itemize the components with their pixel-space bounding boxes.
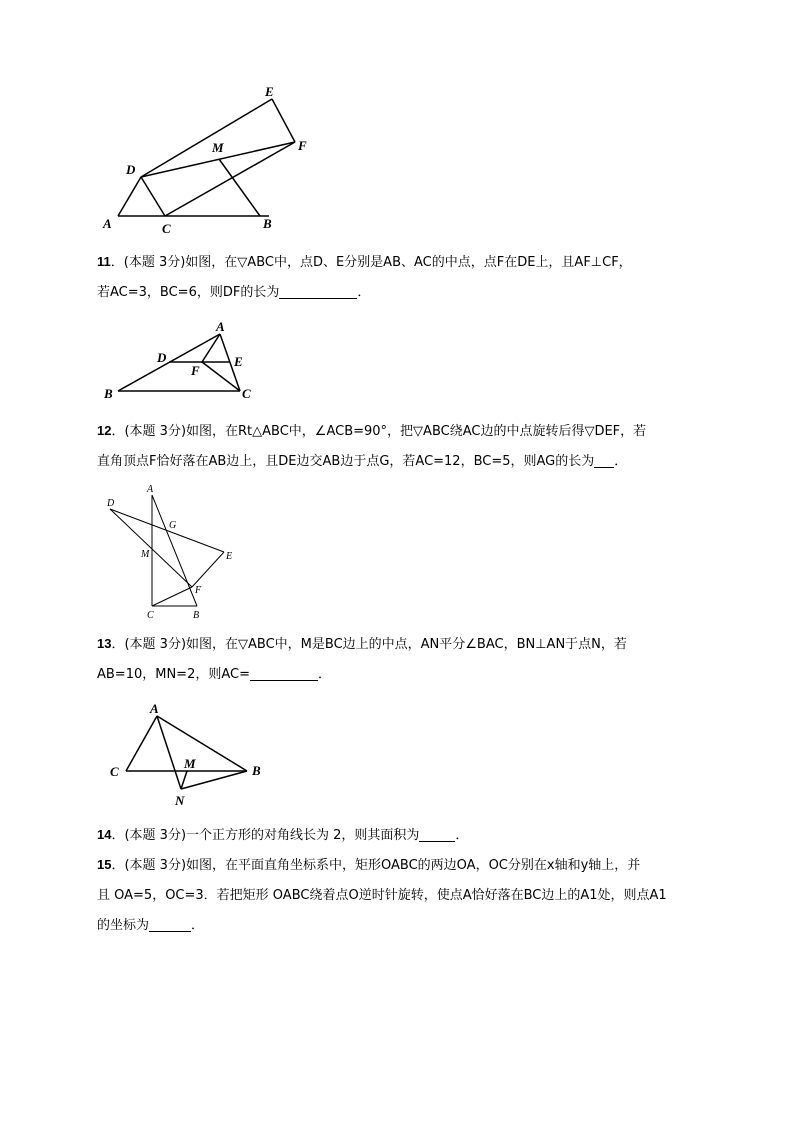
segment-ac — [126, 716, 157, 771]
label-c: C — [110, 764, 119, 779]
segment-dc — [141, 177, 165, 216]
label-d: D — [107, 498, 115, 509]
period: ． — [318, 667, 332, 682]
figure-12-svg — [100, 482, 250, 622]
label-c: C — [242, 386, 251, 401]
label-a: A — [103, 216, 112, 231]
question-text: 的坐标为 — [97, 918, 150, 933]
question-12-line-2 — [97, 447, 697, 477]
segment-an — [157, 716, 181, 789]
question-text: ．(本题 3分)如图，在平面直角坐标系中，矩形OABC的两边OA，OC分别在x轴和y轴上，并 — [111, 858, 641, 873]
figure-triangle-abc-midline — [100, 318, 260, 403]
segment-cf — [165, 142, 295, 216]
question-text: 且 OA=5，OC=3．若把矩形 OABC绕着点O逆时针旋转，使点A恰好落在BC边上的A1处，则点A1 — [97, 888, 667, 903]
question-15-line-3 — [97, 911, 697, 941]
question-number: 15 — [97, 857, 112, 872]
question-14 — [97, 820, 697, 851]
label-b: B — [252, 763, 261, 778]
question-number: 11 — [97, 254, 111, 269]
question-13-line-2 — [97, 660, 697, 690]
label-e: E — [265, 84, 274, 99]
segment-ab — [157, 716, 247, 771]
label-f: F — [195, 585, 202, 596]
question-text: AB=10，MN=2，则AC= — [97, 667, 250, 682]
segment-ab — [152, 495, 197, 606]
question-11 — [97, 247, 697, 308]
question-text: ．(本题 3分)一个正方形的对角线长为 2，则其面积为 — [111, 828, 420, 843]
label-n: N — [175, 793, 185, 808]
answer-blank — [279, 284, 357, 299]
question-12 — [97, 416, 697, 477]
question-text: ．(本题 3分)如图，在▽ABC中，点D、E分别是AB、AC的中点，点F在DE上，且AF⊥CF， — [110, 255, 632, 270]
segment-de — [110, 509, 224, 552]
question-13-line-1 — [97, 629, 697, 660]
answer-blank — [594, 453, 614, 468]
period: ． — [357, 285, 371, 300]
label-a: A — [150, 701, 159, 716]
question-12-line-1 — [97, 416, 697, 447]
figure-quadrilateral-demfa — [95, 80, 325, 240]
segment-ef — [272, 99, 295, 142]
answer-blank — [149, 917, 191, 932]
segment-de — [141, 99, 272, 177]
period: ． — [614, 454, 628, 469]
label-m: M — [212, 140, 224, 155]
figure-13-svg — [105, 700, 270, 810]
segment-ad — [118, 177, 141, 216]
label-f: F — [298, 138, 307, 153]
label-e: E — [234, 354, 243, 369]
segment-mb — [219, 159, 260, 216]
period: ． — [191, 918, 205, 933]
segment-df — [110, 509, 192, 587]
question-13 — [97, 629, 697, 690]
segment-mn — [181, 771, 187, 789]
label-d: D — [157, 350, 167, 365]
question-text: ．(本题 3分)如图，在Rt△ABC中，∠ACB=90°，把▽ABC绕AC边的中点旋转后得▽DEF，若 — [111, 424, 647, 439]
question-14-line-1 — [97, 820, 697, 851]
label-m: M — [184, 756, 196, 771]
label-a: A — [216, 319, 225, 334]
figure-11-svg — [100, 318, 260, 403]
question-text: ．(本题 3分)如图，在▽ABC中，M是BC边上的中点，AN平分∠BAC，BN⊥AN于点N，若 — [111, 637, 627, 652]
label-b: B — [193, 610, 200, 621]
segment-nb — [181, 771, 247, 789]
question-15 — [97, 850, 697, 941]
label-f: F — [191, 363, 200, 378]
label-c: C — [162, 221, 171, 236]
question-15-line-2 — [97, 881, 697, 911]
question-number: 14 — [97, 827, 112, 842]
question-15-line-1 — [97, 850, 697, 881]
question-number: 12 — [97, 423, 112, 438]
label-c: C — [147, 610, 154, 621]
question-11-line-1 — [97, 247, 697, 278]
figure-rotated-right-triangle — [100, 482, 250, 622]
label-a: A — [147, 484, 154, 495]
segment-ef — [192, 552, 224, 587]
period: ． — [455, 828, 469, 843]
figure-10-svg — [95, 80, 325, 240]
label-g: G — [169, 520, 177, 531]
label-b: B — [104, 386, 113, 401]
label-d: D — [126, 162, 136, 177]
label-m: M — [141, 549, 150, 560]
figure-angle-bisector-triangle — [105, 700, 270, 810]
segment-cf — [152, 587, 192, 606]
answer-blank — [250, 666, 318, 681]
question-number: 13 — [97, 636, 112, 651]
answer-blank — [419, 827, 455, 842]
question-11-line-2 — [97, 278, 697, 308]
question-text: 直角顶点F恰好落在AB边上，且DE边交AB边于点G，若AC=12，BC=5，则AG的长为 — [97, 454, 595, 469]
label-b: B — [263, 216, 272, 231]
question-text: 若AC=3，BC=6，则DF的长为 — [97, 285, 280, 300]
label-e: E — [226, 551, 233, 562]
